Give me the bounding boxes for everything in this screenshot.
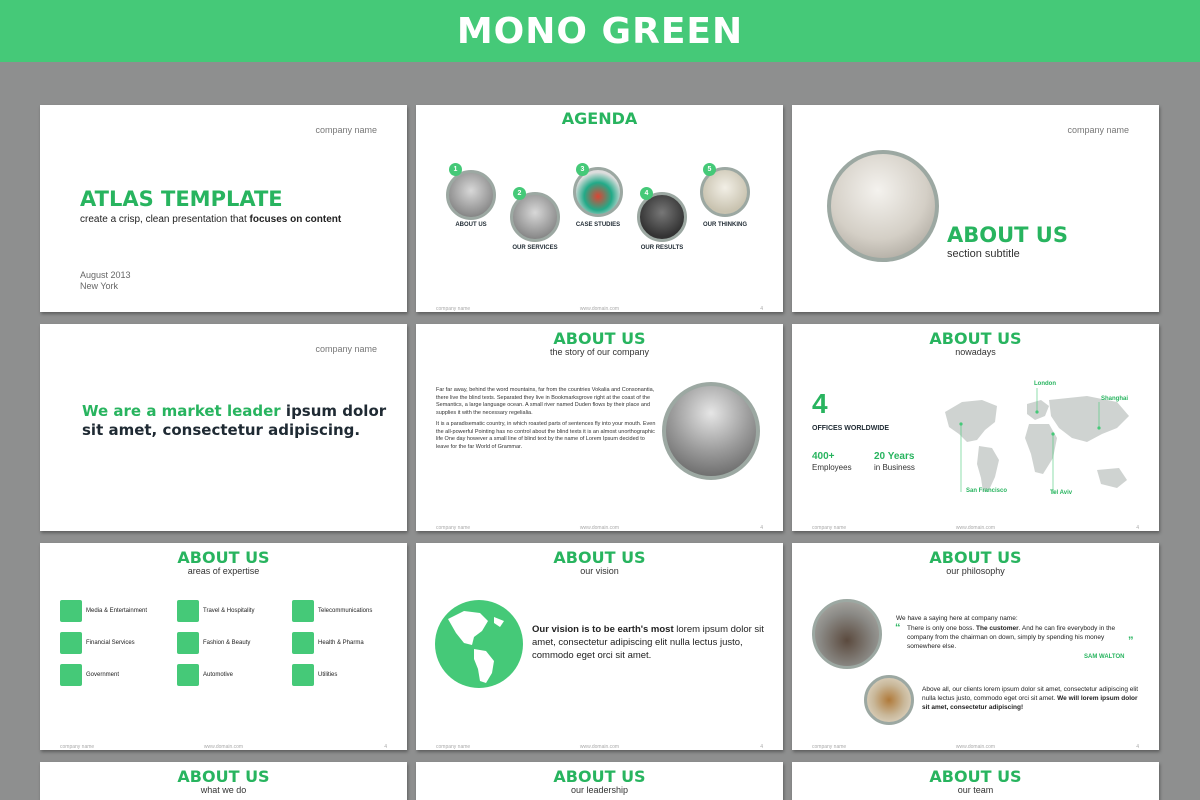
slide-about-section[interactable] [792, 105, 1159, 312]
slide-heading: ABOUT US [947, 223, 1068, 247]
slide-philosophy[interactable]: ABOUT US our philosophy We have a saying here at company name: “ There is only one boss. The customer. And he can fire everybody in the company from the chairman on down, simply by spending his money somewhere else. ” SAM WALTON Above all, our clients lorem ipsum dolor sit amet, consectetur adipiscing elit nulla lectus justo, commodo eget orci sit amet. We will lorem ipsum dolor sit amet, consectetur adipiscing! company name www.domain.com 4 [792, 543, 1159, 750]
story-text: Far far away, behind the word mountains, far from the countries Vokalia and Consonantia, there live the blind texts. Separated they live in Bookmarksgrove right at the coast of the Semantics, a large language ocean. A small river named Duden flows by their place and supplies it with the necessary regelialia. It is a paradisematic country, in which roasted parts of sentences fly into your mouth. Even the all-powerful Pointing has no control about the blind texts it is an almost unorthographic life One day however a small line of blind text by the name of Lorem Ipsum decided to leave for the far World of Grammar. [436, 387, 656, 450]
banner-title: MONO GREEN [456, 10, 744, 52]
slide-subtitle: section subtitle [947, 248, 1020, 260]
agenda-label: OUR THINKING [703, 222, 747, 228]
sofa-photo [812, 599, 882, 669]
slide-heading: ATLAS TEMPLATE [80, 187, 283, 211]
date: August 2013 [80, 270, 131, 280]
slide-subtitle: our leadership [570, 785, 629, 795]
expertise-item: Utilities [318, 672, 338, 678]
trophy-photo [864, 675, 914, 725]
slide-heading: ABOUT US [177, 548, 270, 567]
agenda-number: 2 [513, 187, 526, 200]
city-label: San Francisco [966, 488, 1008, 494]
agenda-number: 1 [449, 163, 462, 176]
banner [0, 0, 1200, 62]
city-label: London [1034, 381, 1056, 387]
slide-subtitle: areas of expertise [187, 566, 260, 576]
slide-what-we-do[interactable] [40, 762, 407, 800]
about-photo [827, 150, 939, 262]
close-quote-icon: ” [1128, 635, 1134, 647]
slide-heading: ABOUT US [553, 767, 646, 786]
slide-heading: AGENDA [561, 109, 638, 128]
caduceus-icon [292, 632, 314, 654]
monitor-icon [60, 600, 82, 622]
slide-heading: ABOUT US [929, 329, 1022, 348]
agenda-label: OUR SERVICES [512, 245, 558, 251]
open-quote-icon: “ [895, 622, 901, 634]
money-icon [60, 632, 82, 654]
city-label: Shanghai [1101, 396, 1129, 402]
slide-subtitle: our team [957, 785, 994, 795]
story-photo [662, 382, 760, 480]
expertise-item: Automotive [203, 672, 234, 678]
slide-about-nowadays[interactable]: ABOUT US nowadays 4 OFFICES WORLDWIDE 400+ Employees 20 Years in Business London Shanghai San Francisco Tel Aviv company name www.domain.com 4 [792, 324, 1159, 531]
truck-icon [177, 664, 199, 686]
company-name: company name [1067, 125, 1129, 135]
vision-text: Our vision is to be earth's most lorem ipsum dolor sit amet, consectetur adipiscing elit nulla lectus justo, commodo eget orci sit amet. [532, 624, 764, 661]
dress-icon [177, 632, 199, 654]
employees-count: 400+ [812, 451, 835, 462]
headline: We are a market leader ipsum dolor sit amet, consectetur adipiscing. [82, 402, 387, 439]
slide-heading: ABOUT US [553, 548, 646, 567]
years-label: in Business [874, 463, 915, 472]
place: New York [80, 281, 119, 291]
slide-subtitle: the story of our company [549, 347, 650, 357]
offices-label: OFFICES WORLDWIDE [812, 425, 889, 432]
building-icon [60, 664, 82, 686]
slide-agenda[interactable]: AGENDA 1 ABOUT US 2 OUR SERVICES 3 CASE STUDIES 4 OUR RESULTS 5 OUR THINKING company name www.domain.com 4 [416, 105, 783, 312]
expertise-item: Fashion & Beauty [203, 640, 251, 646]
expertise-item: Financial Services [86, 640, 135, 646]
globe-icon [434, 599, 524, 689]
employees-label: Employees [812, 463, 852, 472]
expertise-item: Travel & Hospitality [203, 608, 255, 614]
slide-subtitle: create a crisp, clean presentation that focuses on content [80, 214, 342, 225]
years-count: 20 Years [874, 451, 915, 462]
slide-subtitle: our philosophy [946, 566, 1005, 576]
slide-vision[interactable]: ABOUT US our vision Our vision is to be earth's most lorem ipsum dolor sit amet, consectetur adipiscing elit nulla lectus justo, commodo eget orci sit amet. company name www.domain.com 4 [416, 543, 783, 750]
agenda-label: CASE STUDIES [575, 222, 621, 228]
agenda-label: OUR RESULTS [640, 245, 684, 251]
slide-subtitle: nowadays [955, 347, 996, 357]
agenda-photo-1 [446, 170, 496, 220]
slide-title[interactable] [40, 105, 407, 312]
slide-market-leader[interactable] [40, 324, 407, 531]
tools-icon [292, 664, 314, 686]
slide-subtitle: what we do [200, 785, 247, 795]
slide-team[interactable] [792, 762, 1159, 800]
agenda-number: 4 [640, 187, 653, 200]
plane-icon [177, 600, 199, 622]
expertise-item: Health & Pharma [318, 640, 364, 646]
quote-author: SAM WALTON [1084, 654, 1125, 660]
slide-heading: ABOUT US [177, 767, 270, 786]
city-label: Tel Aviv [1050, 490, 1073, 496]
slide-expertise[interactable]: ABOUT US areas of expertise Media & Entertainment Travel & Hospitality Telecommunications Financial Services Fashion & Beauty Health & Pharma Government Automotive Utilities company name www.domain.com 4 [40, 543, 407, 750]
offices-count: 4 [812, 388, 828, 419]
philosophy-text: Above all, our clients lorem ipsum dolor sit amet, consectetur adipiscing elit nulla lectus justo, commodo eget orci sit amet. We will lorem ipsum dolor sit amet, consectetur adipiscing! [922, 686, 1139, 711]
slide-about-story[interactable]: ABOUT US the story of our company Far far away, behind the word mountains, far from the countries Vokalia and Consonantia, there live the blind texts. Separated they live in Bookmarksgrove right at the coast of the Semantics, a large language ocean. A small river named Duden flows by their place and supplies it with the necessary regelialia. It is a paradisematic country, in which roasted parts of sentences fly into your mouth. Even the all-powerful Pointing has no control about the blind texts it is an almost unorthographic life One day however a small line of blind text by the name of Lorem Ipsum decided to leave for the far World of Grammar. company name www.domain.com 4 [416, 324, 783, 531]
expertise-item: Government [86, 672, 120, 678]
quote-intro: We have a saying here at company name: [896, 615, 1018, 622]
slide-leadership[interactable] [416, 762, 783, 800]
tower-icon [292, 600, 314, 622]
company-name: company name [315, 344, 377, 354]
quote-text: There is only one boss. The customer. And he can fire everybody in the company from the chairman on down, simply by spending his money somewhere else. [907, 625, 1116, 650]
slide-heading: ABOUT US [929, 767, 1022, 786]
slide-heading: ABOUT US [929, 548, 1022, 567]
expertise-item: Media & Entertainment [86, 608, 148, 614]
expertise-item: Telecommunications [318, 608, 373, 614]
agenda-label: ABOUT US [455, 222, 487, 228]
slide-subtitle: our vision [580, 566, 619, 576]
slide-heading: ABOUT US [553, 329, 646, 348]
agenda-number: 3 [576, 163, 589, 176]
company-name: company name [315, 125, 377, 135]
agenda-number: 5 [703, 163, 716, 176]
